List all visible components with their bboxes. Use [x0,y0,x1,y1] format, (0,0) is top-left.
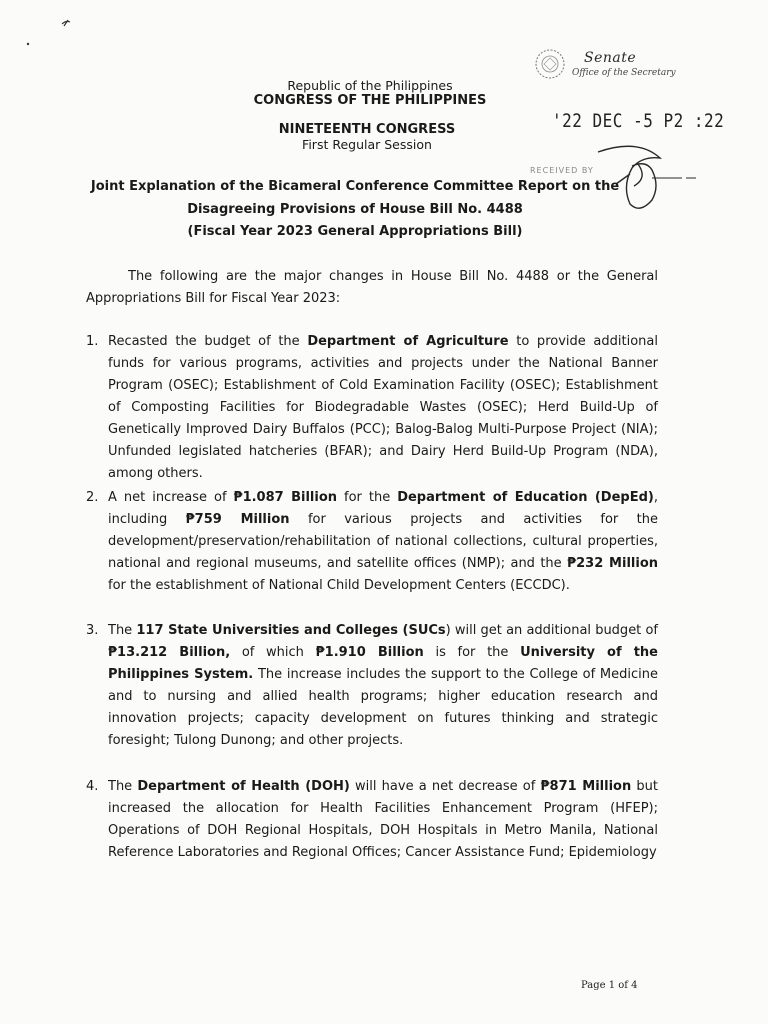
bold-run: ₱13.212 Billion, [108,645,231,660]
list-item-1 [86,331,658,485]
bold-run: University of the Philippines System. [108,645,658,682]
congress-number: NINETEENTH CONGRESS [278,122,456,137]
received-timestamp: '22 DEC -5 P2 :22 [552,109,725,132]
text-run: to provide additional funds for various programs, activities and projects under the National Banner Program (OSEC); Establishment of Cold Examination Facility (OSEC); Establishment of Composting Facilities for Biodegradable Wastes (OSEC); Herd Build-Up of Genetically Improved Dairy Buffalos (PCC); Balog-Balog Multi-Purpose Project (NIA); Unfunded legislated hatcheries (BFAR); and Dairy Herd Build-Up Program (NDA), among others. [108,334,658,481]
bold-run: ₱1.910 Billion [315,645,424,660]
office-of-secretary: Office of the Secretary [572,68,676,78]
text-run: for various projects and activities for the development/preservation/rehabilitation of national collections, cultural properties, national and regional museums, and satellite offices (NMP); and the [108,512,658,571]
text-run: A net increase of [108,490,234,505]
bold-run: ₱759 Million [185,512,290,527]
text-run: Recasted the budget of the [108,334,308,349]
scan-marks [20,14,80,54]
text-run: for the establishment of National Child Development Centers (ECCDC). [108,578,570,593]
list-item-number: 4. [86,779,99,794]
bold-run: ₱871 Million [540,779,632,794]
session-line: First Regular Session [302,137,432,152]
senate-name: Senate [584,50,637,66]
intro-text: The following are the major changes in House Bill No. 4488 or the General Appropriations Bill for Fiscal Year 2023: [86,269,658,306]
text-run: , including [108,490,658,527]
list-item-body [108,487,658,597]
list-item-body [108,776,658,864]
text-run: is for the [423,645,521,660]
text-run: The [108,623,137,638]
bold-run: ₱232 Million [567,556,658,571]
title-line-3: (Fiscal Year 2023 General Appropriations Bill) [187,224,523,239]
text-run: but increased the allocation for Health Facilities Enhancement Program (HFEP); Operations of DOH Regional Hospitals, DOH Hospitals in Metro Manila, National Reference Laboratories and Regional Offices; Cancer Assistance Fund; Epidemiology [108,779,659,860]
text-run: will have a net decrease of [349,779,541,794]
title-line-1: Joint Explanation of the Bicameral Conference Committee Report on the [90,179,620,194]
text-run: ) will get an additional budget of [445,623,658,638]
bold-run: Department of Education (DepEd) [397,490,654,505]
text-run: The [108,779,138,794]
bold-run: Department of Agriculture [307,334,509,349]
page-number: Page 1 of 4 [581,980,638,991]
list-item-number: 2. [86,490,99,505]
list-item-number: 1. [86,334,99,349]
bold-run: Department of Health (DOH) [137,779,350,794]
list-item-number: 3. [86,623,99,638]
list-item-3 [86,620,658,752]
text-run: of which [230,645,316,660]
bold-run: ₱1.087 Billion [233,490,338,505]
received-by-label: RECEIVED BY [530,166,594,175]
text-run: for the [337,490,398,505]
list-item-4 [86,776,658,864]
list-item-body [108,620,658,752]
list-item-body [108,331,658,485]
list-item-2 [86,487,658,597]
text-run: The increase includes the support to the College of Medicine and to nursing and allied health programs; higher education research and innovation projects; capacity development on futures thinking and strategic foresight; Tulong Dunong; and other projects. [108,667,658,748]
congress-line: CONGRESS OF THE PHILIPPINES [253,93,487,108]
republic-line: Republic of the Philippines [287,78,453,93]
intro-paragraph [86,266,658,310]
title-line-2: Disagreeing Provisions of House Bill No. 4488 [187,202,523,217]
senate-seal-icon [532,46,572,82]
bold-run: 117 State Universities and Colleges (SUCs [136,623,446,638]
